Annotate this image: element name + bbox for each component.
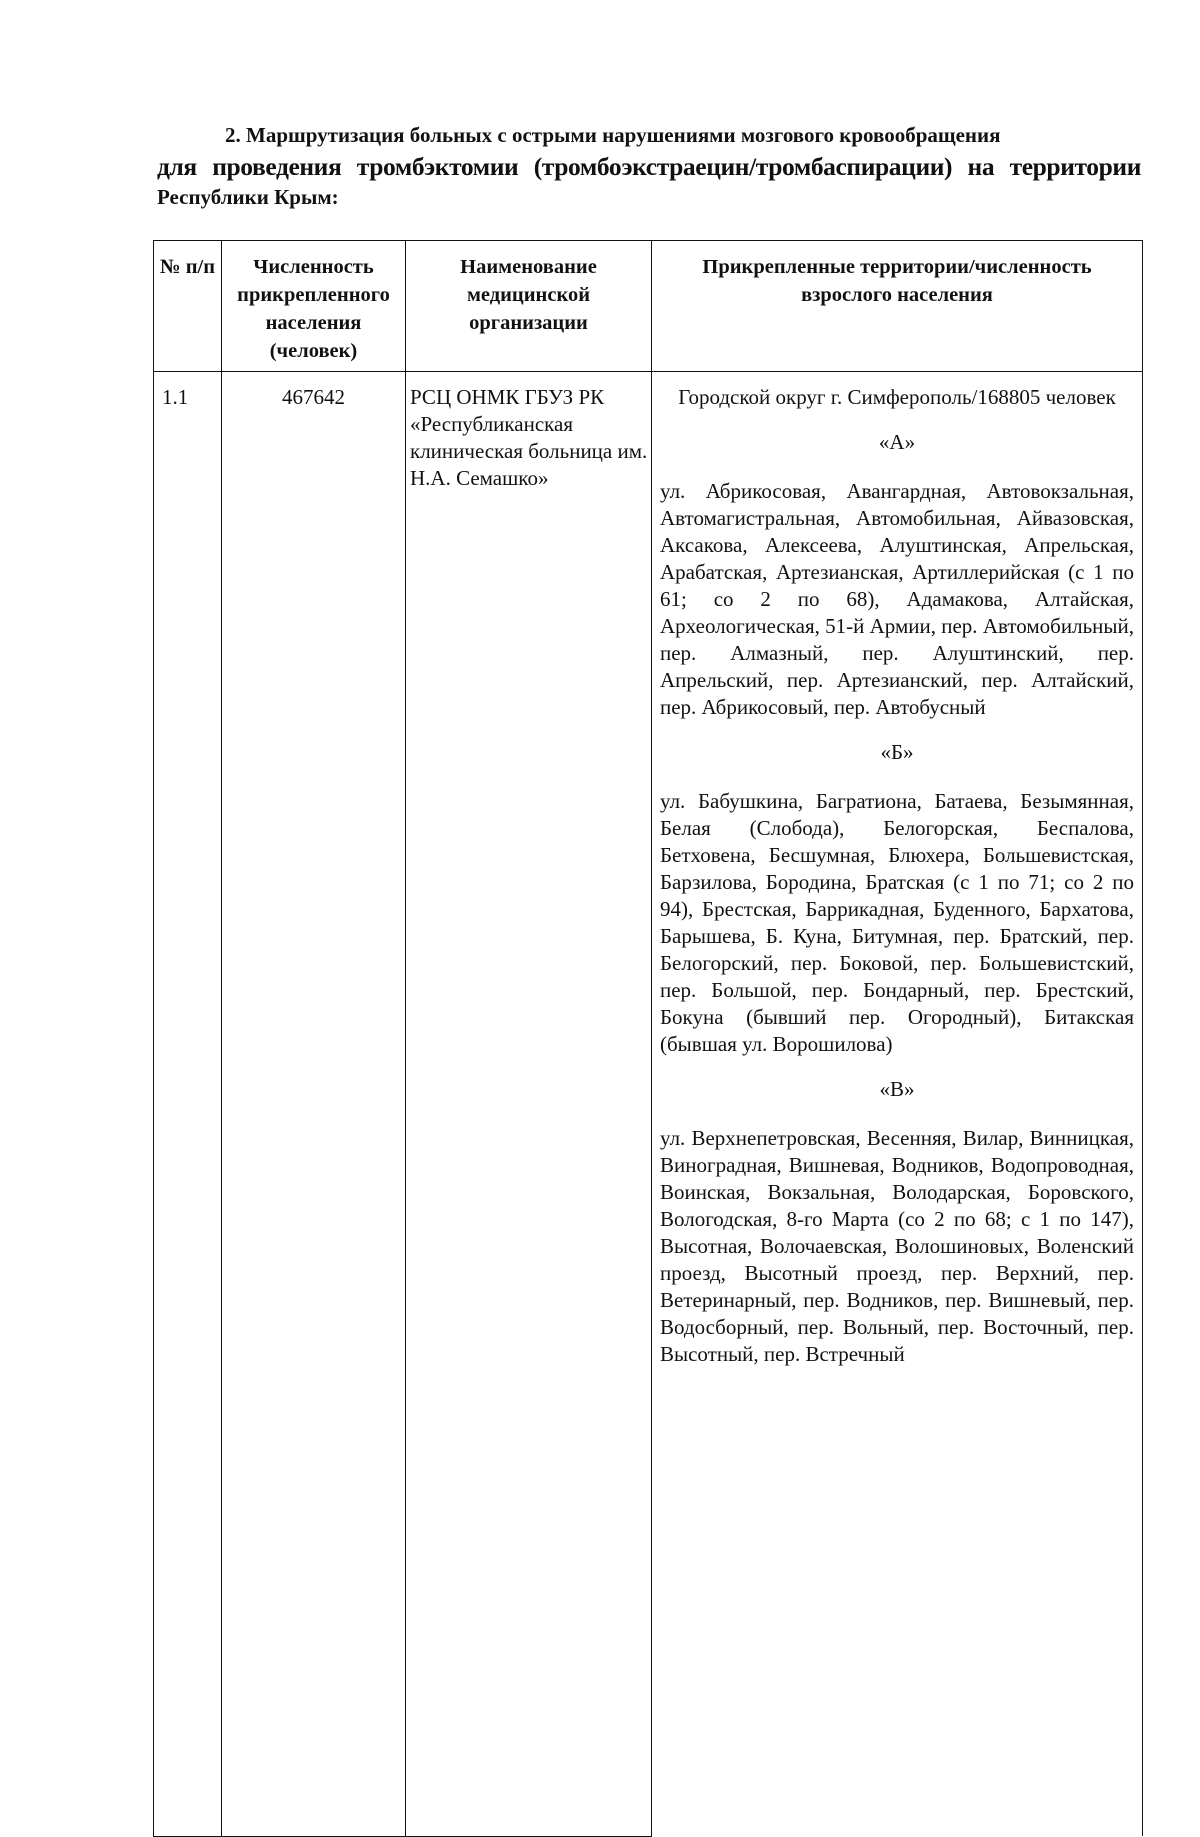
cell-num: 1.1: [154, 372, 222, 1837]
cell-organization: РСЦ ОНМК ГБУЗ РК «Республиканская клиническая больница им. Н.А. Семашко»: [406, 372, 652, 1837]
document-heading: [157, 120, 1141, 213]
table-row: [154, 372, 1143, 1837]
cell-territories: [652, 372, 1143, 1837]
header-population: Численность прикрепленного населения (человек): [222, 241, 406, 372]
section-streets-b: ул. Бабушкина, Багратиона, Батаева, Безымянная, Белая (Слобода), Белогорская, Беспалова, Бетховена, Бесшумная, Блюхера, Большевистская, Барзилова, Бородина, Братская (с 1 по 71; со 2 по 94), Брестская, Баррикадная, Буденного, Бархатова, Барышева, Б. Куна, Битумная, пер. Братский, пер. Белогорский, пер. Боковой, пер. Большевистский, пер. Большой, пер. Бондарный, пер. Брестский, Бокуна (бывший пер. Огородный), Битакская (бывшая ул. Ворошилова): [660, 789, 1134, 1056]
routing-table-wrapper: [153, 240, 1143, 1837]
section-letter-b: «Б»: [880, 740, 914, 764]
header-territories: Прикрепленные территории/численность взрослого населения: [652, 241, 1143, 372]
routing-table: [153, 240, 1143, 1837]
section-streets-a: ул. Абрикосовая, Авангардная, Автовокзальная, Автомагистральная, Автомобильная, Айвазовская, Аксакова, Алексеева, Алуштинская, Апрельская, Арабатская, Артезианская, Артиллерийская (с 1 по 61; со 2 по 68), Адамакова, Алтайская, Археологическая, 51-й Армии, пер. Автомобильный, пер. Алмазный, пер. Алуштинский, пер. Апрельский, пер. Артезианский, пер. Алтайский, пер. Абрикосовый, пер. Автобусный: [660, 479, 1134, 719]
heading-line-3: Республики Крым:: [157, 185, 339, 209]
heading-line-1: 2. Маршрутизация больных с острыми нарушениями мозгового кровообращения: [225, 123, 1001, 147]
district-name: Городской округ г. Симферополь/168805 человек: [678, 385, 1116, 409]
header-organization: Наименование медицинской организации: [406, 241, 652, 372]
cell-population: 467642: [222, 372, 406, 1837]
heading-line-2: для проведения тромбэктомии (тромбоэкстраецин/тромбаспирации) на территории: [157, 152, 1141, 181]
section-streets-v: ул. Верхнепетровская, Весенняя, Вилар, Винницкая, Виноградная, Вишневая, Водников, Водопроводная, Воинская, Вокзальная, Володарская, Боровского, Вологодская, 8-го Марта (со 2 по 68; с 1 по 147), Высотная, Волочаевская, Волошиновых, Воленский проезд, Высотный проезд, пер. Верхний, пер. Ветеринарный, пер. Водников, пер. Вишневый, пер. Водосборный, пер. Вольный, пер. Восточный, пер. Высотный, пер. Встречный: [660, 1126, 1134, 1366]
section-letter-v: «В»: [879, 1077, 915, 1101]
table-header-row: [154, 241, 1143, 372]
section-letter-a: «А»: [878, 430, 916, 454]
header-num: № п/п: [154, 241, 222, 372]
